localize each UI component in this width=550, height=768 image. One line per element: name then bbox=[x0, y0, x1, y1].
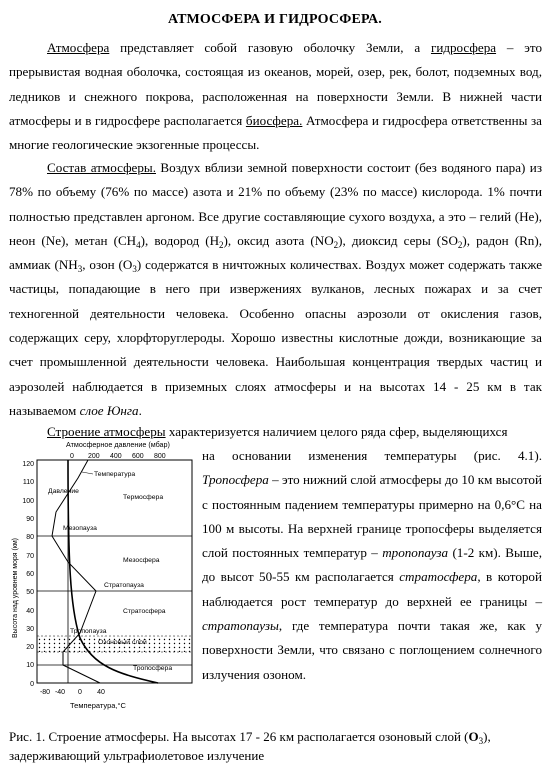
text: Воздух вблизи земной поверхности состоит (без водяного пара) из 78% по объему (76% по массе) азота и 21% по объему (23% по массе) кислорода. 1% почти полностью представлен аргоном. Все другие составляющие сухого воздуха, а это – гелий (He), неон (Ne), метан (CH bbox=[9, 160, 542, 248]
temperature-axis-title: Температура,°С bbox=[70, 701, 126, 710]
term-stratosphere: стратосфера bbox=[399, 569, 478, 585]
label-ozone-layer: Озоновый слой bbox=[98, 639, 147, 646]
label-tropopause: Тропопауза bbox=[70, 628, 107, 635]
text: (1-2 км). Выше, до высот 50-55 км располагается bbox=[202, 545, 542, 585]
text: ), оксид азота (NO bbox=[223, 232, 334, 248]
altitude-tick: 20 bbox=[26, 644, 34, 651]
subscript: 2 bbox=[457, 239, 463, 250]
leader-line bbox=[82, 472, 93, 474]
temperature-tick: 0 bbox=[78, 689, 82, 696]
temperature-tick: -40 bbox=[54, 689, 66, 696]
label-mesosphere: Мезосфера bbox=[123, 557, 160, 564]
text: . bbox=[138, 402, 142, 418]
figure-caption bbox=[9, 727, 542, 765]
paragraph-structure bbox=[202, 444, 542, 687]
subscript: 3 bbox=[77, 264, 83, 275]
text: на основании изменения температуры (рис. 4.1). bbox=[202, 448, 542, 463]
paragraph-intro bbox=[9, 36, 542, 157]
pressure-axis-title: Атмосферное давление (мбар) bbox=[66, 440, 170, 449]
pressure-tick: 800 bbox=[154, 453, 166, 460]
term-tropopause: тропопауза bbox=[382, 545, 449, 561]
text: ), диоксид серы (SO bbox=[338, 232, 458, 248]
altitude-tick: 30 bbox=[26, 626, 34, 633]
altitude-tick: 0 bbox=[30, 681, 34, 688]
label-troposphere: Тропосфера bbox=[133, 665, 173, 672]
pressure-tick: 400 bbox=[110, 453, 122, 460]
term-junge-layer: слое Юнга bbox=[79, 402, 139, 418]
altitude-tick: 40 bbox=[26, 608, 34, 615]
text: Атмосфера и гидросфера ответственны за многие геологические экзогенные процессы. bbox=[9, 112, 542, 153]
text: характеризуется наличием целого ряда сфер, выделяющихся bbox=[165, 424, 508, 439]
atmosphere-structure-figure bbox=[8, 438, 198, 722]
altitude-tick: 110 bbox=[22, 479, 34, 486]
altitude-tick: 70 bbox=[26, 553, 34, 560]
altitude-tick: 60 bbox=[26, 571, 34, 578]
term-troposphere: Тропосфера bbox=[202, 472, 269, 488]
term-hydrosphere: гидросфера bbox=[430, 40, 497, 55]
pressure-tick: 0 bbox=[70, 453, 74, 460]
text: ), задерживающий ультрафиолетовое излучение bbox=[9, 729, 491, 763]
subscript: 2 bbox=[333, 239, 339, 250]
label-stratosphere: Стратосфера bbox=[123, 608, 166, 615]
caption-formula: O bbox=[468, 729, 479, 744]
altitude-tick: 120 bbox=[22, 461, 34, 468]
altitude-tick: 50 bbox=[26, 589, 34, 596]
label-pressure: Давление bbox=[48, 488, 79, 495]
section-heading-structure: Строение атмосферы bbox=[47, 424, 166, 439]
page-title: АТМОСФЕРА И ГИДРОСФЕРА. bbox=[168, 12, 382, 27]
temperature-tick: -80 bbox=[39, 689, 51, 696]
label-stratopause: Стратопауза bbox=[104, 582, 144, 589]
text: ), радон (Rn), аммиак (NH bbox=[9, 232, 542, 273]
text: – это прерывистая водная оболочка, состоящая из океанов, морей, озер, рек, болот, подземных вод, ледников и снежного покрова, расположенная на поверхности Земли. В нижней части атмосферы и в гидросфере располагается bbox=[9, 40, 542, 128]
label-mesopause: Мезопауза bbox=[63, 525, 97, 532]
term-atmosphere: Атмосфера bbox=[47, 40, 110, 55]
altitude-tick: 80 bbox=[26, 534, 34, 541]
text: ) содержатся в ничтожных количествах. Воздух может содержать также частицы, попадающие в него при извержениях вулканов, лесных пожарах и за счет техногенной деятельности человека. Особенно опасны аэрозоли от окисления газов, содержащих серу, хлорфторуглероды. Хорошо известны кислотные дожди, возникающие за счет промышленной деятельности человека. Наибольшая концентрация твердых частиц и аэрозолей наблюдается в приземных слоях атмосферы и на высотах 14 - 25 км в так называемом bbox=[9, 257, 543, 418]
subscript: 3 bbox=[478, 736, 484, 746]
pressure-tick: 200 bbox=[88, 453, 100, 460]
label-thermosphere: Термосфера bbox=[123, 494, 164, 501]
paragraph-composition bbox=[9, 156, 542, 423]
label-temperature: Температура bbox=[94, 471, 136, 478]
subscript: 2 bbox=[219, 239, 224, 250]
term-stratopause: стратопаузы bbox=[202, 618, 279, 634]
pressure-tick: 600 bbox=[132, 453, 144, 460]
altitude-tick: 10 bbox=[26, 662, 34, 669]
text: – это нижний слой атмосферы до 10 км высотой с постоянным падением температуры примерно на 0,6°С на 100 м высоты. На верхней границе тропосферы выделяется слой постоянных температур – bbox=[202, 472, 542, 561]
text: Рис. 1. Строение атмосферы. На высотах 17 - 26 км располагается озоновый слой ( bbox=[9, 729, 469, 744]
altitude-tick: 100 bbox=[22, 498, 34, 505]
altitude-axis-title: Высота над уровнем моря (км) bbox=[12, 537, 19, 638]
subscript: 4 bbox=[136, 239, 141, 250]
section-heading-composition: Состав атмосферы. bbox=[47, 160, 156, 175]
term-biosphere: биосфера. bbox=[245, 112, 303, 128]
text: ), водород (H bbox=[140, 232, 220, 248]
text: представляет собой газовую оболочку Земли, а bbox=[109, 40, 431, 55]
atmosphere-diagram bbox=[8, 438, 198, 722]
text: , озон (O bbox=[82, 257, 133, 273]
altitude-tick: 90 bbox=[26, 516, 34, 523]
text: , в которой наблюдается рост температур до верхней ее границы – bbox=[202, 569, 542, 609]
subscript: 3 bbox=[132, 264, 137, 275]
text: , где температура почти такая же, как у поверхности Земли, что связано с поглощением солнечного излучения озоном. bbox=[202, 618, 542, 682]
temperature-tick: 40 bbox=[97, 689, 105, 696]
